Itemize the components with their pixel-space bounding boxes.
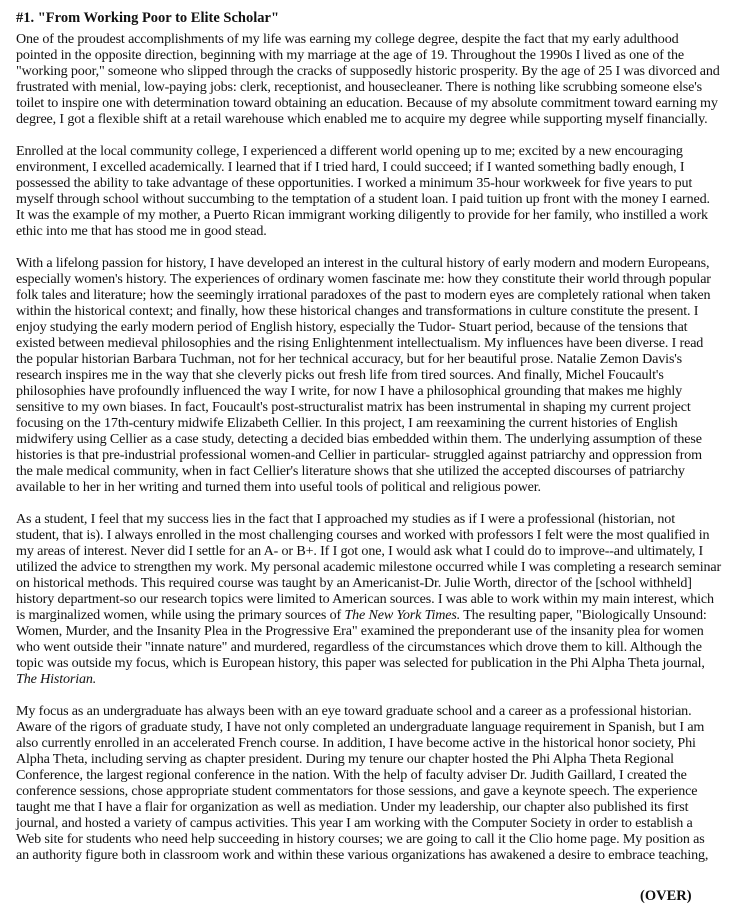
text-line: taught me that I have a flair for organization as well as mediation. Under my leadership, our chapter also published its first [16,799,689,815]
text-line: Aware of the rigors of graduate study, I have not only completed an undergraduate language requirement in Spanish, but I am [16,719,705,735]
page-over-note: (OVER) [640,888,692,904]
text-line: on historical methods. This required course was taught by an Americanist-Dr. Julie Worth, director of the [school withheld] [16,575,692,591]
text-line: the male medical community, when in fact Cellier's literature shows that she utilized the accepted discourses of patriarchy [16,463,685,479]
text-line: history department-so our research topics were limited to American sources. I was able to work within my main interest, which [16,591,714,607]
text-line: Web site for students who need help succeeding in history courses; we are going to call it the Clio home page. My position as [16,831,705,847]
text-line: an authority figure both in classroom work and within these various organizations has awakened a desire to embrace teaching, [16,847,709,863]
text-line: the popular historian Barbara Tuchman, not for her technical accuracy, but for her beautiful prose. Natalie Zemon Davis's [16,351,683,367]
text-line: With a lifelong passion for history, I have developed an interest in the cultural history of early modern and modern Europeans, [16,255,710,271]
essay-title: #1. "From Working Poor to Elite Scholar" [16,10,279,26]
text-line: also currently enrolled in an accelerated French course. In addition, I have become active in the historical honor society, Phi [16,735,696,751]
paragraph-4 [16,511,732,687]
journal-title: The Historian. [16,671,97,687]
text-line: enjoy studying the early modern period of English history, especially the Tudor- Stuart period, because of the tensions that [16,319,688,335]
text-line: ethic into me that has stood me in good stead. [16,223,267,239]
text-line-with-citation [16,607,732,623]
text-line: My focus as an undergraduate has always been with an eye toward graduate school and a career as a professional historian. [16,703,692,719]
text-line: Conference, the largest regional conference in the nation. With the help of faculty adviser Dr. Judith Gaillard, I created the [16,767,687,783]
newspaper-title: The New York Times. [344,607,461,623]
paragraph-2 [16,143,732,239]
essay-page [16,9,732,879]
text-line: utilized the advice to strengthen my work. My personal academic milestone occurred while I was completing a research seminar [16,559,722,575]
text-line: conference sessions, chose appropriate student commentators for those sessions, and gave a keynote speech. The experience [16,783,698,799]
text-fragment: The resulting paper, "Biologically Unsound: [460,607,707,623]
text-line: sensitive to my own biases. In fact, Foucault's post-structuralist matrix has been instrumental in shaping my current project [16,399,691,415]
text-line: student, that is). I always enrolled in the most challenging courses and worked with professors I felt were the most qualified in [16,527,710,543]
text-line: Enrolled at the local community college, I experienced a different world opening up to me; excited by a new encouraging [16,143,683,159]
text-line: focusing on the 17th-century midwife Elizabeth Cellier. In this project, I am reexamining the current histories of English [16,415,678,431]
text-line: toilet to inspire one with determination toward obtaining an education. Because of my absolute commitment toward earning my [16,95,718,111]
text-line: environment, I excelled academically. I learned that if I tried hard, I could succeed; if I wanted something badly enough, I [16,159,685,175]
text-line: philosophies have profoundly influenced the way I write, for now I have a philosophical grounding that makes me highly [16,383,683,399]
text-line: Alpha Theta, including serving as chapter president. During my tenure our chapter hosted the Phi Alpha Theta Regional [16,751,674,767]
text-line: folk tales and literature; how the seemingly irrational paradoxes of the past to modern eyes are completely rational when taken [16,287,711,303]
paragraph-3 [16,255,732,495]
paragraph-5 [16,703,732,863]
text-line: who went outside their "innate nature" and murdered, regardless of the circumstances which drove them to kill. Although the [16,639,702,655]
text-line: research inspires me in the way that she cleverly picks out fresh life from tired sources. And finally, Michel Foucault's [16,367,664,383]
text-line: especially women's history. The experiences of ordinary women fascinate me: how they constitute their world through popular [16,271,711,287]
text-line: It was the example of my mother, a Puerto Rican immigrant working diligently to provide for her family, who instilled a work [16,207,708,223]
text-line: Women, Murder, and the Insanity Plea in the Progressive Era" examined the preponderant use of the insanity plea for women [16,623,704,639]
text-line: topic was outside my focus, which is European history, this paper was selected for publication in the Phi Alpha Theta journal, [16,655,705,671]
text-line: myself through school without succumbing to the temptation of a student loan. I paid tuition up front with the money I earned. [16,191,710,207]
text-fragment: is marginalized women, while using the primary sources of [16,607,345,623]
text-line: within the historical context; and finally, how these historical changes and transformations in culture constitute the present. I [16,303,699,319]
text-line: histories is that pre-industrial professional women-and Cellier in particular- struggled against patriarchy and oppression from [16,447,702,463]
text-line: degree, I got a flexible shift at a retail warehouse which enabled me to acquire my degree while supporting myself financially. [16,111,708,127]
text-line: As a student, I feel that my success lies in the fact that I approached my studies as if I were a professional (historian, not [16,511,675,527]
text-line: pointed in the opposite direction, beginning with my marriage at the age of 19. Throughout the 1990s I lived as one of the [16,47,684,63]
text-line: "working poor," someone who slipped through the cracks of supposedly historic prosperity. By the age of 25 I was divorced and [16,63,720,79]
text-line: journal, and hosted a variety of campus activities. This year I am working with the Computer Society in order to establish a [16,815,693,831]
text-line: my areas of interest. Never did I settle for an A- or B+. If I got one, I would ask what I could do to improve--and ultimately, I [16,543,704,559]
text-line: frustrated with menial, low-paying jobs: clerk, receptionist, and housecleaner. There is nothing like scrubbing someone else's [16,79,702,95]
paragraph-1 [16,31,732,127]
text-line: One of the proudest accomplishments of my life was earning my college degree, despite the fact that my early adulthood [16,31,679,47]
text-line: midwifery using Cellier as a case study, detecting a decided bias embedded within them. The underlying assumption of these [16,431,702,447]
text-line: available to her in her writing and turned them into useful tools of political and religious power. [16,479,541,495]
text-line: possessed the ability to take advantage of these opportunities. I worked a minimum 35-hour workweek for five years to put [16,175,693,191]
text-line: existed between medieval philosophies and the rising Enlightenment intellectualism. My influences have been diverse. I read [16,335,704,351]
